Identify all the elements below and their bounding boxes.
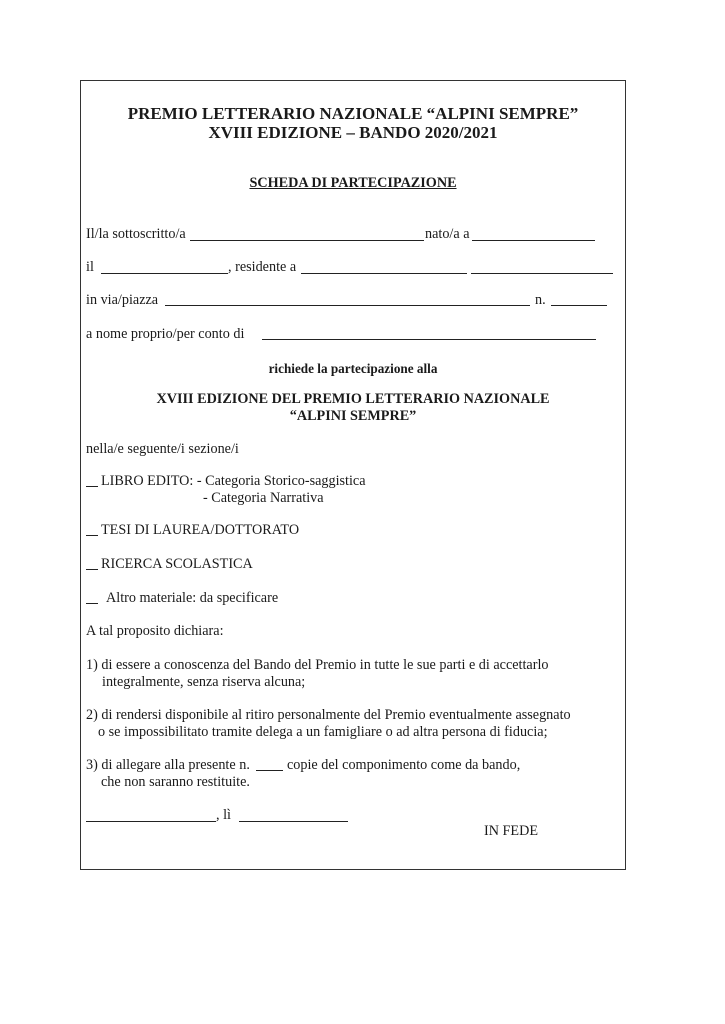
copie-field[interactable] [256,770,283,771]
dichiara-item2-line1: 2) di rendersi disponibile al ritiro personalmente del Premio eventualmente assegnato [86,707,571,723]
form-edition: XVIII EDIZIONE – BANDO 2020/2021 [208,123,498,142]
tesi-label: TESI DI LAUREA/DOTTORATO [101,522,300,538]
libro-edito-checkbox[interactable] [86,486,98,487]
numero-field[interactable] [551,305,607,306]
altro-label: Altro materiale: da specificare [106,590,279,606]
dichiara-intro: A tal proposito dichiara: [86,623,224,639]
dichiara-item2-line2: o se impossibilitato tramite delega a un famigliare o ad altra persona di fiducia; [98,724,548,740]
altro-checkbox[interactable] [86,603,98,604]
dichiara-item3-pre: 3) di allegare alla presente n. [86,757,250,773]
li-label: , lì [216,807,231,823]
sezioni-intro: nella/e seguente/i sezione/i [86,441,239,457]
il-label: il [86,259,94,275]
tesi-checkbox[interactable] [86,535,98,536]
nome-label: a nome proprio/per conto di [86,326,245,342]
edizione-line2: “ALPINI SEMPRE” [289,408,417,424]
nato-field[interactable] [472,240,595,241]
in-fede-label: IN FEDE [484,823,538,839]
via-label: in via/piazza [86,292,159,308]
residente-label: , residente a [228,259,297,275]
dichiara-item3-post: copie del componimento come da bando, [287,757,521,773]
data-nascita-field[interactable] [101,273,228,274]
numero-label: n. [535,292,546,308]
residente-field[interactable] [301,273,467,274]
via-field[interactable] [165,305,530,306]
sottoscritto-label: Il/la sottoscritto/a [86,226,186,242]
ricerca-label: RICERCA SCOLASTICA [101,556,253,572]
dichiara-item3-line2: che non saranno restituite. [101,774,250,790]
form-subtitle: SCHEDA DI PARTECIPAZIONE [249,175,457,191]
residente-field-2[interactable] [471,273,613,274]
libro-edito-cat2: - Categoria Narrativa [203,490,324,506]
form-title: PREMIO LETTERARIO NAZIONALE “ALPINI SEMPRE” [127,104,579,123]
dichiara-item1-line1: 1) di essere a conoscenza del Bando del Premio in tutte le sue parti e di accettarlo [86,657,549,673]
richiede-text: richiede la partecipazione alla [268,361,438,376]
edizione-line1: XVIII EDIZIONE DEL PREMIO LETTERARIO NAZIONALE [156,391,550,407]
dichiara-item1-line2: integralmente, senza riserva alcuna; [102,674,306,690]
nato-label: nato/a a [425,226,470,242]
nome-field[interactable] [262,339,596,340]
sottoscritto-field[interactable] [190,240,424,241]
data-field[interactable] [239,821,348,822]
luogo-field[interactable] [86,821,216,822]
ricerca-checkbox[interactable] [86,569,98,570]
libro-edito-label: LIBRO EDITO: - Categoria Storico-saggistica [101,473,366,489]
